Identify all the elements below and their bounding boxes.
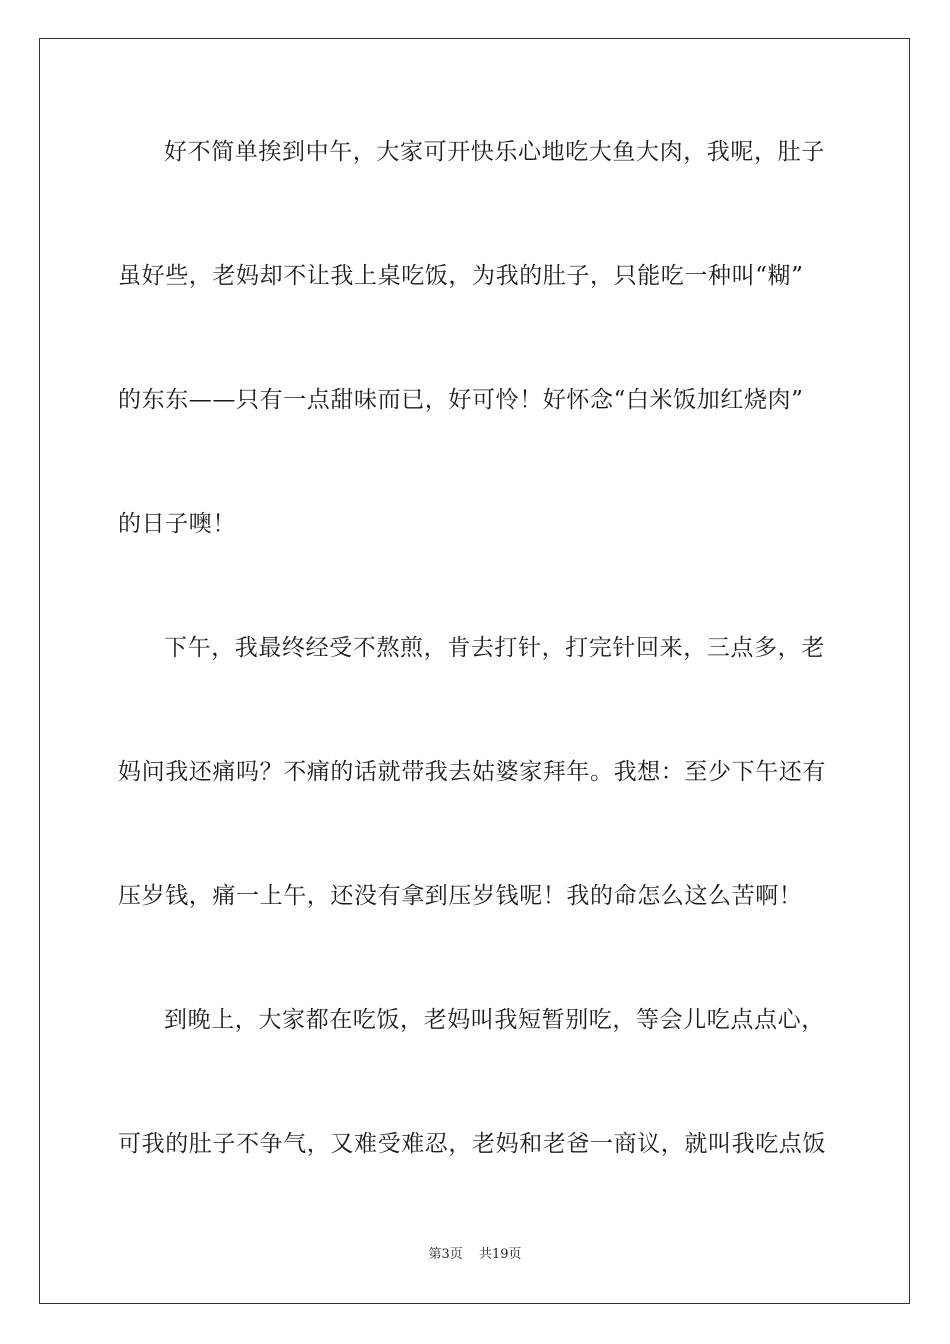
text-line: 可我的肚子不争气，又难受难忍，老妈和老爸一商议，就叫我吃点饭 — [118, 1131, 826, 1157]
text-line: 虽好些，老妈却不让我上桌吃饭，为我的肚子，只能吃一种叫“糊” — [118, 263, 804, 289]
page-footer — [0, 1246, 950, 1264]
text-line: 压岁钱，痛一上午，还没有拿到压岁钱呢！我的命怎么这么苦啊！ — [118, 883, 803, 909]
page-border — [39, 38, 910, 1304]
text-line: 到晚上，大家都在吃饭，老妈叫我短暂别吃，等会儿吃点点心， — [164, 1007, 825, 1033]
text-line: 的东东——只有一点甜味而已，好可怜！好怀念“白米饭加红烧肉” — [118, 387, 804, 413]
text-line: 妈问我还痛吗？不痛的话就带我去姑婆家拜年。我想：至少下午还有 — [118, 759, 826, 785]
text-line: 好不简单挨到中午，大家可开快乐心地吃大鱼大肉，我呢，肚子 — [164, 139, 825, 165]
page-total: 共19页 — [478, 1247, 522, 1262]
text-line: 下午，我最终经受不熬煎，肯去打针，打完针回来，三点多，老 — [164, 635, 825, 661]
page-number: 第3页 — [428, 1247, 463, 1262]
text-line: 的日子噢！ — [118, 511, 236, 537]
